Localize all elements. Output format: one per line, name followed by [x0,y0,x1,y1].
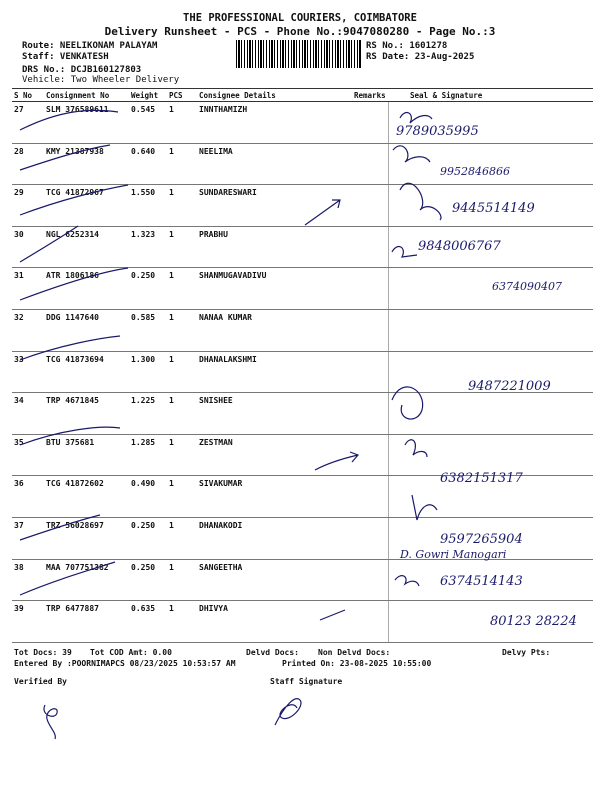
cell-sno: 30 [12,226,44,268]
cell-sno: 32 [12,310,44,352]
cell-consignment: NGL 6252314 [44,226,129,268]
col-sno: S No [12,89,44,102]
table-row [12,559,593,601]
route-label: Route: NEELIKONAM PALAYAM [22,41,158,51]
runsheet-subtitle: Delivery Runsheet - PCS - Phone No.:9047080280 - Page No.:3 [104,25,496,38]
verified-by-label: Verified By [14,677,67,686]
cell-remarks [352,393,388,435]
cell-sno: 27 [12,102,44,144]
table-row [12,601,593,643]
cell-consignee: ZESTMAN [197,434,352,476]
rs-number: RS No.: 1601278 [366,41,448,51]
cell-consignment: TCG 41873694 [44,351,129,393]
company-title: THE PROFESSIONAL COURIERS, COIMBATORE [183,12,417,24]
cell-remarks [352,268,388,310]
cell-consignee: SIVAKUMAR [197,476,352,518]
cell-signature [388,351,593,393]
cell-sno: 39 [12,601,44,643]
cell-remarks [352,102,388,144]
table-row [12,476,593,518]
cell-weight: 0.585 [129,310,167,352]
cell-weight: 1.285 [129,434,167,476]
cell-remarks [352,143,388,185]
table-row [12,102,593,144]
cell-consignment: TRP 6477887 [44,601,129,643]
cell-sno: 37 [12,518,44,560]
cell-sno: 33 [12,351,44,393]
hw-phone-30: 9848006767 [418,239,501,254]
cell-signature [388,393,593,435]
printed-on: Printed On: 23-08-2025 10:55:00 [282,659,432,668]
cell-pcs: 1 [167,143,197,185]
table-row [12,226,593,268]
table-row [12,143,593,185]
cell-signature [388,559,593,601]
hw-phone-27: 9789035995 [396,124,479,139]
cell-sno: 28 [12,143,44,185]
cell-consignee: SHANMUGAVADIVU [197,268,352,310]
cell-sno: 35 [12,434,44,476]
hw-phone-38: 6374514143 [440,574,523,589]
cell-sno: 31 [12,268,44,310]
cell-signature [388,185,593,227]
cell-consignee: INNTHAMIZH [197,102,352,144]
cell-weight: 0.640 [129,143,167,185]
total-cod: Tot COD Amt: 0.00 [90,648,172,657]
cell-remarks [352,310,388,352]
cell-pcs: 1 [167,559,197,601]
cell-signature [388,102,593,144]
cell-signature [388,476,593,518]
cell-consignment: BTU 375681 [44,434,129,476]
hw-name-37: D. Gowri Manogari [400,548,507,561]
cell-consignee: SANGEETHA [197,559,352,601]
cell-remarks [352,518,388,560]
hw-phone-29: 9445514149 [452,201,535,216]
cell-sno: 36 [12,476,44,518]
cell-weight: 0.635 [129,601,167,643]
cell-remarks [352,559,388,601]
table-row [12,518,593,560]
cell-consignment: MAA 707751382 [44,559,129,601]
staff-label: Staff: VENKATESH [22,52,109,62]
cell-consignee: SUNDARESWARI [197,185,352,227]
table-header-row [12,89,593,102]
rs-date: RS Date: 23-Aug-2025 [366,52,475,62]
cell-signature [388,268,593,310]
hw-phone-33: 9487221009 [468,379,551,394]
cell-consignment: TCG 41872967 [44,185,129,227]
cell-pcs: 1 [167,185,197,227]
staff-signature [275,699,301,725]
cell-consignment: SLM 376589611 [44,102,129,144]
col-consignment: Consignment No [44,89,129,102]
barcode [236,40,362,68]
table-row [12,310,593,352]
cell-pcs: 1 [167,476,197,518]
cell-pcs: 1 [167,310,197,352]
cell-remarks [352,434,388,476]
cell-consignment: TRP 4671845 [44,393,129,435]
cell-consignee: PRABHU [197,226,352,268]
cell-weight: 1.300 [129,351,167,393]
runsheet-table [12,88,593,643]
cell-sno: 29 [12,185,44,227]
cell-weight: 0.250 [129,559,167,601]
cell-pcs: 1 [167,518,197,560]
entered-by: Entered By :POORNIMAPCS 08/23/2025 10:53:57 AM [14,659,236,668]
hw-phone-35: 6382151317 [440,471,523,486]
cell-consignee: DHANALAKSHMI [197,351,352,393]
cell-signature [388,434,593,476]
cell-consignee: DHANAKODI [197,518,352,560]
table-row [12,185,593,227]
cell-remarks [352,226,388,268]
cell-consignment: DDG 1147640 [44,310,129,352]
cell-signature [388,226,593,268]
drs-label: DRS No.: DCJB160127803 [22,65,142,75]
cell-weight: 1.225 [129,393,167,435]
table-row [12,434,593,476]
cell-signature [388,310,593,352]
cell-consignee: DHIVYA [197,601,352,643]
cell-consignee: SNISHEE [197,393,352,435]
cell-consignment: ATR 1806186 [44,268,129,310]
cell-pcs: 1 [167,226,197,268]
cell-sno: 38 [12,559,44,601]
col-seal-signature: Seal & Signature [388,89,593,102]
cell-pcs: 1 [167,393,197,435]
hw-phone-31: 6374090407 [492,280,562,293]
delivery-points: Delvy Pts: [502,648,551,657]
cell-weight: 0.250 [129,518,167,560]
cell-weight: 1.550 [129,185,167,227]
cell-weight: 1.323 [129,226,167,268]
cell-consignee: NEELIMA [197,143,352,185]
cell-pcs: 1 [167,268,197,310]
table-row [12,268,593,310]
cell-remarks [352,185,388,227]
hw-phone-28: 9952846866 [440,165,510,178]
col-weight: Weight [129,89,167,102]
cell-consignment: KMY 21387938 [44,143,129,185]
cell-pcs: 1 [167,102,197,144]
col-pcs: PCS [167,89,197,102]
cell-pcs: 1 [167,351,197,393]
cell-pcs: 1 [167,434,197,476]
table-row [12,351,593,393]
cell-consignment: TRZ 56028697 [44,518,129,560]
non-delivered-docs: Non Delvd Docs: [318,648,391,657]
cell-signature [388,143,593,185]
vehicle-label: Vehicle: Two Wheeler Delivery [22,75,180,85]
hw-phone-37: 9597265904 [440,532,523,547]
cell-weight: 0.545 [129,102,167,144]
hw-phone-39: 80123 28224 [490,614,577,629]
cell-consignment: TCG 41872602 [44,476,129,518]
col-remarks: Remarks [352,89,388,102]
cell-signature [388,518,593,560]
cell-consignee: NANAA KUMAR [197,310,352,352]
cell-weight: 0.490 [129,476,167,518]
table-row [12,393,593,435]
cell-sno: 34 [12,393,44,435]
cell-pcs: 1 [167,601,197,643]
col-consignee: Consignee Details [197,89,352,102]
verified-signature [44,705,57,739]
cell-weight: 0.250 [129,268,167,310]
cell-remarks [352,601,388,643]
staff-signature-label: Staff Signature [270,677,343,686]
cell-signature [388,601,593,643]
total-docs: Tot Docs: 39 [14,648,72,657]
cell-remarks [352,476,388,518]
delivered-docs: Delvd Docs: [246,648,299,657]
cell-remarks [352,351,388,393]
